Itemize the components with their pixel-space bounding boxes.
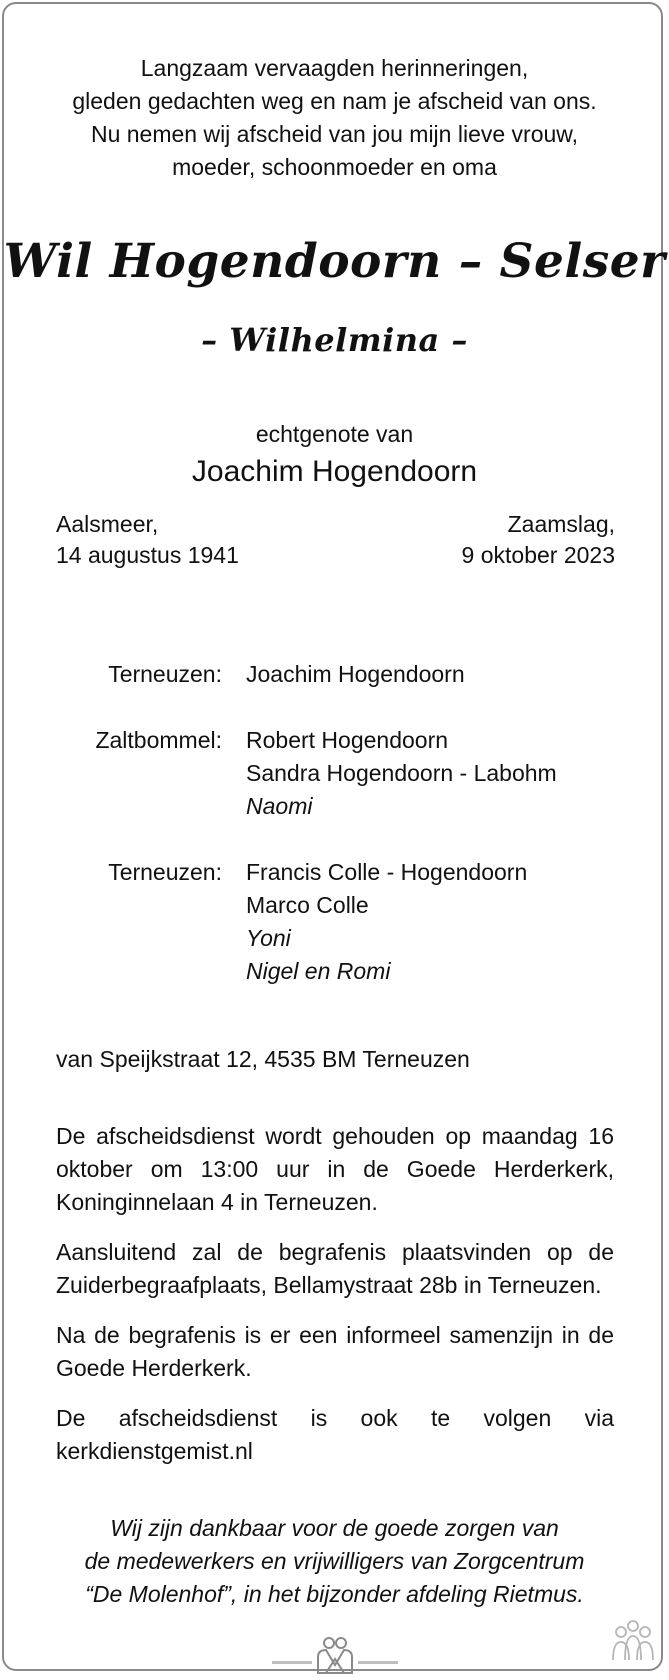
logo-divider [272,1661,312,1664]
service-details [56,1120,614,1485]
family-names [246,658,465,691]
hands-heart-logo-icon [314,1635,356,1675]
deceased-name: Wil Hogendoorn – Selser [3,234,666,289]
family-place: Terneuzen: [108,661,222,687]
poem-line: moeder, schoonmoeder en oma [172,154,497,180]
service-paragraph: De afscheidsdienst wordt gehouden op maandag 16 oktober om 13:00 uur in de Goede Herderkerk, Koninginnelaan 4 in Terneuzen. [56,1123,614,1215]
thanks-line: Wij zijn dankbaar voor de goede zorgen van [110,1515,559,1541]
birth-date: 14 augustus 1941 [56,542,239,568]
livestream-paragraph: De afscheidsdienst is ook te volgen via kerkdienstgemist.nl [56,1405,614,1464]
family-member: Joachim Hogendoorn [246,661,465,687]
thanks-line: “De Molenhof”, in het bijzonder afdeling Rietmus. [85,1581,584,1607]
family-names [246,724,557,823]
deceased-given-name: – Wilhelmina – [201,321,468,359]
family-member: Sandra Hogendoorn - Labohm [246,760,557,786]
grandchild-name: Naomi [246,793,313,819]
death-place: Zaamslag, [507,511,615,537]
family-member: Francis Colle - Hogendoorn [246,859,528,885]
opening-poem [0,52,669,184]
thanks-line: de medewerkers en vrijwilligers van Zorgcentrum [84,1548,585,1574]
spouse-name: Joachim Hogendoorn [191,455,478,488]
spouse-label: echtgenote van [255,421,414,447]
grandchild-name: Yoni [246,925,291,951]
family-group [56,724,616,823]
family-list [56,658,616,1021]
family-member: Marco Colle [246,892,369,918]
thanks-note [0,1512,669,1611]
family-group [56,856,616,988]
burial-paragraph: Aansluitend zal de begrafenis plaatsvinden op de Zuiderbegraafplaats, Bellamystraat 28b in Terneuzen. [56,1239,614,1298]
family-group [56,658,616,691]
grandchild-name: Nigel en Romi [246,958,391,984]
family-place: Zaltbommel: [95,727,222,753]
family-place: Terneuzen: [108,859,222,885]
people-group-logo-icon [609,1620,657,1662]
gathering-paragraph: Na de begrafenis is er een informeel samenzijn in de Goede Herderkerk. [56,1322,614,1381]
family-member: Robert Hogendoorn [246,727,449,753]
logo-divider [358,1661,398,1664]
poem-line: Nu nemen wij afscheid van jou mijn lieve vrouw, [90,121,579,147]
poem-line: Langzaam vervaagden herinneringen, [140,55,529,81]
correspondence-address: van Speijkstraat 12, 4535 BM Terneuzen [56,1046,470,1072]
family-names [246,856,527,988]
birth-place: Aalsmeer, [56,511,159,537]
death-date: 9 oktober 2023 [461,542,615,568]
poem-line: gleden gedachten weg en nam je afscheid van ons. [72,88,597,114]
